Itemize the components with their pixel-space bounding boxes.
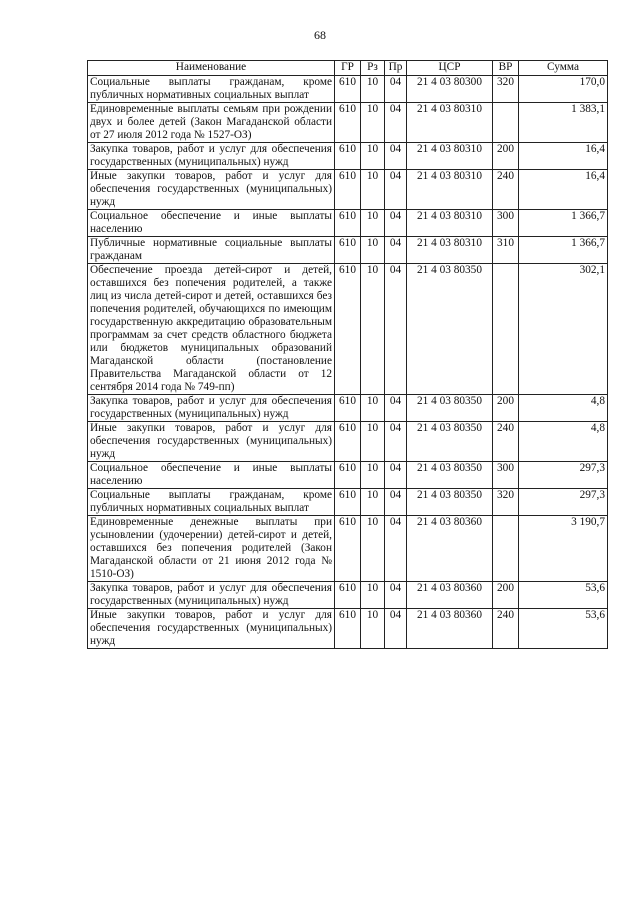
cell-sum: 53,6	[519, 582, 608, 609]
cell-rz: 10	[361, 76, 385, 103]
cell-vr: 240	[493, 170, 519, 210]
cell-name: Социальные выплаты гражданам, кроме публичных нормативных социальных выплат	[88, 489, 335, 516]
table-row	[88, 422, 608, 462]
cell-pr: 04	[385, 103, 407, 143]
cell-pr: 04	[385, 516, 407, 582]
cell-sum: 1 383,1	[519, 103, 608, 143]
cell-name: Социальное обеспечение и иные выплаты населению	[88, 462, 335, 489]
cell-name: Социальные выплаты гражданам, кроме публичных нормативных социальных выплат	[88, 76, 335, 103]
table-row	[88, 103, 608, 143]
cell-sum: 170,0	[519, 76, 608, 103]
cell-name: Иные закупки товаров, работ и услуг для обеспечения государственных (муниципальных) нужд	[88, 609, 335, 649]
header-name: Наименование	[88, 61, 335, 76]
cell-sum: 4,8	[519, 395, 608, 422]
table-row	[88, 489, 608, 516]
cell-vr: 310	[493, 237, 519, 264]
cell-name: Иные закупки товаров, работ и услуг для обеспечения государственных (муниципальных) нужд	[88, 422, 335, 462]
cell-gr: 610	[335, 210, 361, 237]
table-row	[88, 210, 608, 237]
cell-rz: 10	[361, 582, 385, 609]
cell-gr: 610	[335, 422, 361, 462]
cell-sum: 297,3	[519, 489, 608, 516]
cell-csr: 21 4 03 80350	[407, 462, 493, 489]
cell-name: Публичные нормативные социальные выплаты гражданам	[88, 237, 335, 264]
cell-pr: 04	[385, 582, 407, 609]
cell-rz: 10	[361, 422, 385, 462]
cell-vr: 320	[493, 76, 519, 103]
cell-gr: 610	[335, 489, 361, 516]
cell-sum: 16,4	[519, 143, 608, 170]
cell-rz: 10	[361, 143, 385, 170]
cell-pr: 04	[385, 462, 407, 489]
cell-vr	[493, 516, 519, 582]
cell-csr: 21 4 03 80350	[407, 489, 493, 516]
cell-sum: 297,3	[519, 462, 608, 489]
cell-rz: 10	[361, 103, 385, 143]
cell-rz: 10	[361, 170, 385, 210]
cell-name: Закупка товаров, работ и услуг для обеспечения государственных (муниципальных) нужд	[88, 143, 335, 170]
page-number: 68	[314, 28, 326, 42]
table-row	[88, 264, 608, 395]
budget-table	[87, 60, 608, 649]
cell-vr: 200	[493, 395, 519, 422]
cell-sum: 16,4	[519, 170, 608, 210]
cell-gr: 610	[335, 609, 361, 649]
table-row	[88, 395, 608, 422]
cell-name: Единовременные денежные выплаты при усыновлении (удочерении) детей-сирот и детей, оставшихся без попечения родителей (Закон Магаданской области от 21 июня 2012 года № 1510-ОЗ)	[88, 516, 335, 582]
table-header-row	[88, 61, 608, 76]
cell-gr: 610	[335, 170, 361, 210]
cell-pr: 04	[385, 264, 407, 395]
cell-csr: 21 4 03 80350	[407, 264, 493, 395]
table-row	[88, 170, 608, 210]
cell-pr: 04	[385, 609, 407, 649]
cell-gr: 610	[335, 582, 361, 609]
cell-sum: 1 366,7	[519, 210, 608, 237]
cell-pr: 04	[385, 395, 407, 422]
table-row	[88, 516, 608, 582]
header-csr: ЦСР	[407, 61, 493, 76]
cell-pr: 04	[385, 237, 407, 264]
cell-sum: 302,1	[519, 264, 608, 395]
cell-csr: 21 4 03 80300	[407, 76, 493, 103]
cell-csr: 21 4 03 80360	[407, 582, 493, 609]
cell-rz: 10	[361, 237, 385, 264]
cell-csr: 21 4 03 80360	[407, 609, 493, 649]
cell-name: Обеспечение проезда детей-сирот и детей, оставшихся без попечения родителей, а также лиц из числа детей-сирот и детей, оставшихся без попечения родителей, обучающихся по имеющим государственную аккредитацию образовательным программам за счет средств областного бюджета или бюджетов муниципальных образований Магаданской области (постановление Правительства Магаданской области от 12 сентября 2014 года № 749-пп)	[88, 264, 335, 395]
cell-sum: 53,6	[519, 609, 608, 649]
table-body	[88, 76, 608, 649]
cell-rz: 10	[361, 609, 385, 649]
cell-vr: 300	[493, 462, 519, 489]
cell-gr: 610	[335, 395, 361, 422]
cell-rz: 10	[361, 489, 385, 516]
cell-csr: 21 4 03 80310	[407, 237, 493, 264]
cell-sum: 3 190,7	[519, 516, 608, 582]
cell-sum: 4,8	[519, 422, 608, 462]
cell-rz: 10	[361, 516, 385, 582]
cell-name: Закупка товаров, работ и услуг для обеспечения государственных (муниципальных) нужд	[88, 582, 335, 609]
cell-csr: 21 4 03 80360	[407, 516, 493, 582]
cell-vr: 240	[493, 422, 519, 462]
table-row	[88, 143, 608, 170]
cell-rz: 10	[361, 462, 385, 489]
cell-sum: 1 366,7	[519, 237, 608, 264]
cell-name: Закупка товаров, работ и услуг для обеспечения государственных (муниципальных) нужд	[88, 395, 335, 422]
table-row	[88, 76, 608, 103]
header-pr: Пр	[385, 61, 407, 76]
cell-csr: 21 4 03 80310	[407, 103, 493, 143]
cell-gr: 610	[335, 264, 361, 395]
table-row	[88, 462, 608, 489]
cell-csr: 21 4 03 80310	[407, 143, 493, 170]
table-row	[88, 237, 608, 264]
cell-gr: 610	[335, 516, 361, 582]
cell-pr: 04	[385, 489, 407, 516]
cell-csr: 21 4 03 80350	[407, 422, 493, 462]
cell-name: Единовременные выплаты семьям при рождении двух и более детей (Закон Магаданской области от 27 июля 2012 года № 1527-ОЗ)	[88, 103, 335, 143]
table-row	[88, 582, 608, 609]
cell-csr: 21 4 03 80350	[407, 395, 493, 422]
cell-csr: 21 4 03 80310	[407, 210, 493, 237]
cell-vr: 200	[493, 582, 519, 609]
cell-pr: 04	[385, 210, 407, 237]
header-sum: Сумма	[519, 61, 608, 76]
cell-pr: 04	[385, 143, 407, 170]
cell-pr: 04	[385, 422, 407, 462]
cell-gr: 610	[335, 143, 361, 170]
cell-gr: 610	[335, 237, 361, 264]
cell-vr: 200	[493, 143, 519, 170]
header-gr: ГР	[335, 61, 361, 76]
cell-pr: 04	[385, 76, 407, 103]
header-rz: Рз	[361, 61, 385, 76]
cell-gr: 610	[335, 103, 361, 143]
table-row	[88, 609, 608, 649]
cell-rz: 10	[361, 264, 385, 395]
cell-vr: 320	[493, 489, 519, 516]
cell-vr	[493, 264, 519, 395]
cell-name: Иные закупки товаров, работ и услуг для обеспечения государственных (муниципальных) нужд	[88, 170, 335, 210]
header-vr: ВР	[493, 61, 519, 76]
cell-rz: 10	[361, 210, 385, 237]
cell-gr: 610	[335, 76, 361, 103]
cell-pr: 04	[385, 170, 407, 210]
cell-vr: 300	[493, 210, 519, 237]
cell-gr: 610	[335, 462, 361, 489]
cell-vr	[493, 103, 519, 143]
cell-name: Социальное обеспечение и иные выплаты населению	[88, 210, 335, 237]
cell-rz: 10	[361, 395, 385, 422]
cell-vr: 240	[493, 609, 519, 649]
cell-csr: 21 4 03 80310	[407, 170, 493, 210]
